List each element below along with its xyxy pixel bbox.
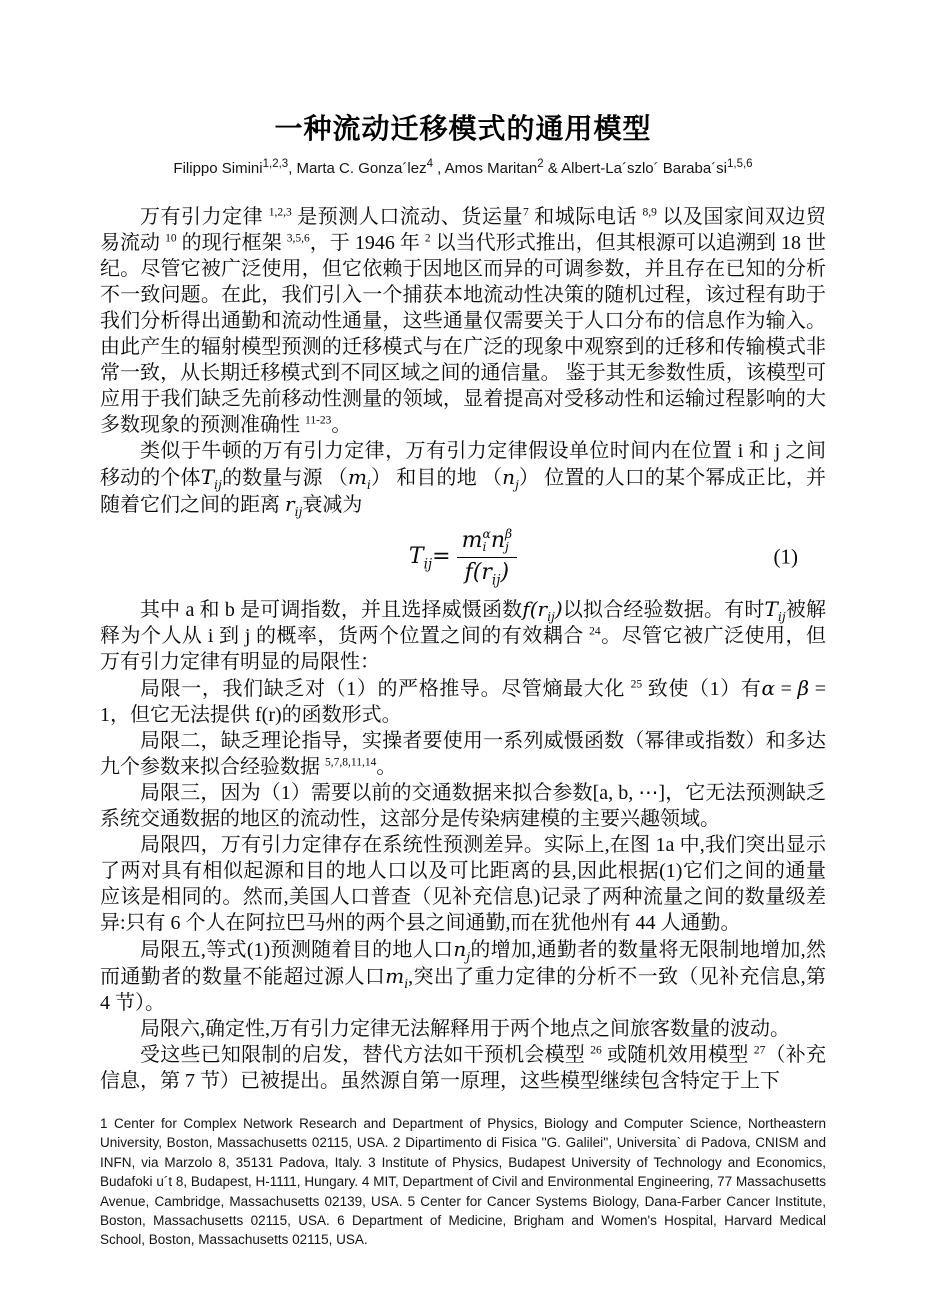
body-paragraph: 局限四，万有引力定律存在系统性预测差异。实际上,在图 1a 中,我们突出显示了两对具有相似起源和目的地人口以及可比距离的县,因此根据(1)它们之间的通量应该是相同的。然而,美国人口普查（见补充信息)记录了两种流量之间的数量级差异:只有 6 个人在阿拉巴马州的两个县之间通勤,而在犹他州有 44 人通勤。 xyxy=(100,834,826,934)
affiliations-footnote: 1 Center for Complex Network Research and Department of Physics, Biology and Computer Science, Northeastern University, Boston, Massachusetts 02115, USA. 2 Dipartimento di Fisica ''G. Galilei'', Universita` di Padova, CNISM and INFN, via Marzolo 8, 35131 Padova, Italy. 3 Institute of Physics, Budapest University of Technology and Economics, Budafoki u´t 8, Budapest, H-1111, Hungary. 4 MIT, Department of Civil and Environmental Engineering, 77 Massachusetts Avenue, Cambridge, Massachusetts 02139, USA. 5 Center for Cancer Systems Biology, Dana-Farber Cancer Institute, Boston, Massachusetts 02115, USA. 6 Department of Medicine, Brigham and Women's Hospital, Harvard Medical School, Boston, Massachusetts 02115, USA. xyxy=(100,1116,826,1248)
body-paragraph: 其中 a 和 b 是可调指数，并且选择威慑函数$f(r_{ij})$以拟合经验数据。有时$T_{ij}$被解释为个人从 i 到 j 的概率，货两个位置之间的有效耦合 $^{24}$。尽管它被广泛使用，但万有引力定律有明显的局限性： xyxy=(100,597,826,673)
body-paragraph: 类似于牛顿的万有引力定律，万有引力定律假设单位时间内在位置 i 和 j 之间移动的个体$T_{ij}$的数量与源 $(m_i)$ 和目的地 $(n_j)$ 位置的人口的某个幂成正比，并随着它们之间的距离 $r_{ij}$衰减为 xyxy=(100,440,827,519)
page-title: 一种流动迁移模式的通用模型 xyxy=(274,113,652,144)
equation-1 xyxy=(100,518,826,596)
body-paragraph: 万有引力定律 $^{1,2,3}$ 是预测人口流动、货运量$^7$ 和城际电话 $^{8,9}$ 以及国家间双边贸易流动 $^{10}$ 的现行框架 $^{3,5,6}$，于 1946 年 $^2$ 以当代形式推出，但其根源可以追溯到 18 世纪。尽管它被广泛使用，但它依赖于因地区而异的可调参数，并且存在已知的分析不一致问题。在此，我们引入一个捕获本地流动性决策的随机过程，该过程有助于我们分析得出通勤和流动性通量，这些通量仅需要关于人口分布的信息作为输入。由此产生的辐射模型预测的迁移模式与在广泛的现象中观察到的迁移和传输模式非常一致，从长期迁移模式到不同区域之间的通信量。 鉴于其无参数性质，该模型可应用于我们缺乏先前移动性测量的领域，显着提高对受移动性和运输过程影响的大多数现象的预测准确性 $^{11-23}$。 xyxy=(100,206,827,436)
body-paragraph: 受这些已知限制的启发，替代方法如干预机会模型 $^{26}$ 或随机效用模型 $^{27}$（补充信息，第 7 节）已被提出。虽然源自第一原理，这些模型继续包含特定于上下 xyxy=(100,1044,827,1092)
paper-body xyxy=(100,204,826,1094)
body-paragraph: 局限二，缺乏理论指导，实操者要使用一系列威慑函数（幂律或指数）和多达九个参数来拟合经验数据 $^{5,7,8,11,14}$。 xyxy=(100,730,826,778)
body-paragraph: 局限五,等式(1)预测随着目的地人口$n_j$的增加,通勤者的数量将无限制地增加,然而通勤者的数量不能超过源人口$m_i$,突出了重力定律的分析不一致（见补充信息,第 4 节）。 xyxy=(100,937,827,1014)
equation-denominator: $f(r_{ij})$ xyxy=(464,560,510,589)
authors-line: Filippo Simini$^{1,2,3}$, Marta C. Gonza´lez$^4$ , Amos Maritan$^2$ & Albert-La´szlo´ Baraba´si$^{1,5,6}$ xyxy=(173,158,753,177)
equation-fraction xyxy=(457,527,518,589)
equation-lhs: $T_{ij}$ = xyxy=(408,543,451,573)
equation-numerator: m α i n β j xyxy=(457,528,518,558)
body-paragraph: 局限三，因为（1）需要以前的交通数据来拟合参数[a, b, ⋯]，它无法预测缺乏系统交通数据的地区的流动性，这部分是传染病建模的主要兴趣领域。 xyxy=(100,782,826,830)
equation-number: (1) xyxy=(773,544,798,569)
body-paragraph: 局限六,确定性,万有引力定律无法解释用于两个地点之间旅客数量的波动。 xyxy=(140,1018,790,1040)
body-paragraph: 局限一，我们缺乏对（1）的严格推导。尽管熵最大化 $^{25}$ 致使（1）有α = β = 1，但它无法提供 f(r)的函数形式。 xyxy=(100,676,827,726)
